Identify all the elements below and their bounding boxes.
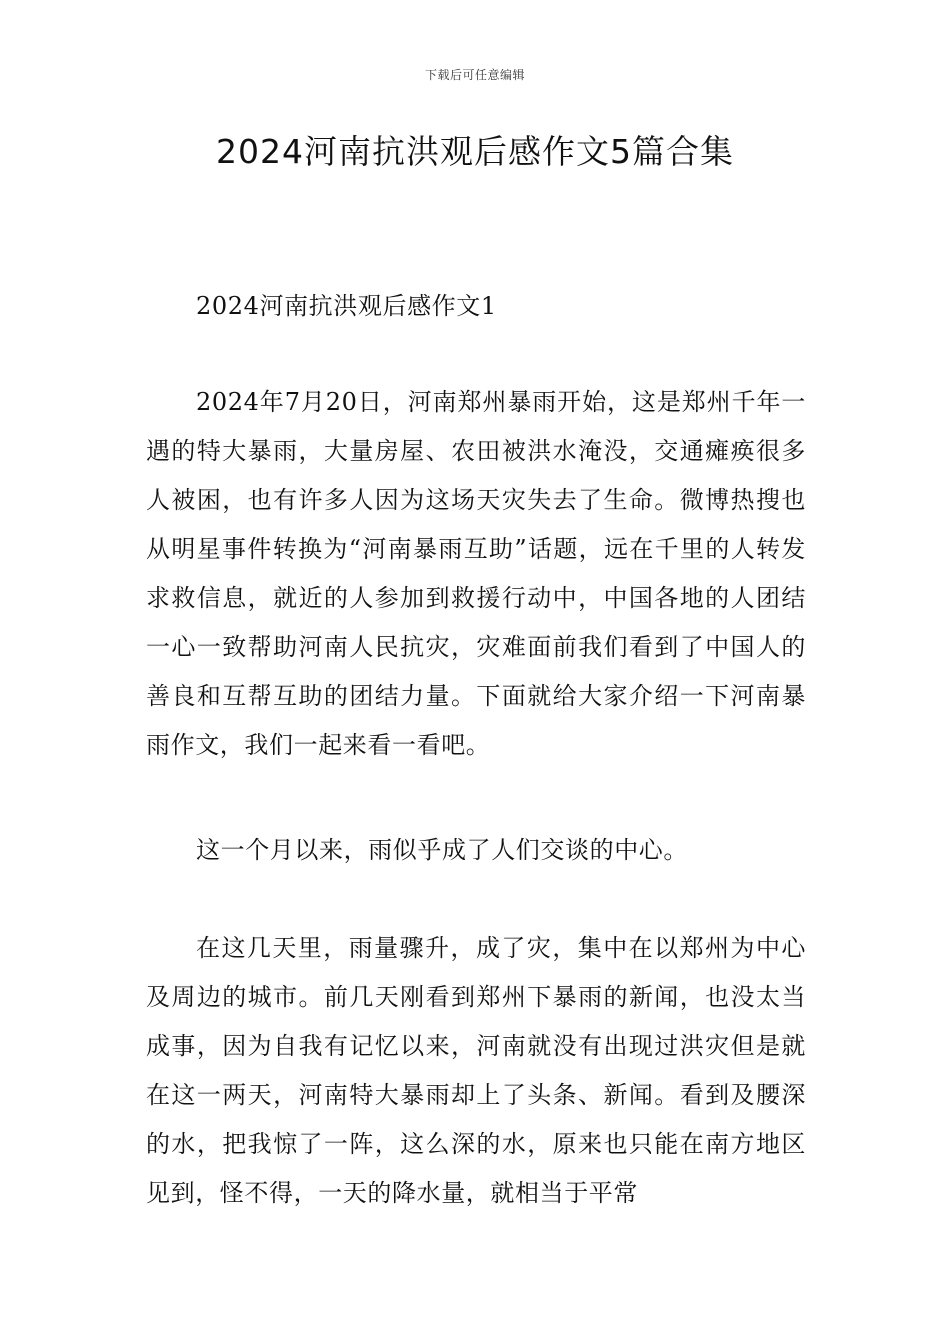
paragraph-2: 这一个月以来，雨似乎成了人们交谈的中心。 [196,836,688,864]
paragraph-1: 2024年7月20日，河南郑州暴雨开始，这是郑州千年一遇的特大暴雨，大量房屋、农田被洪水淹没，交通瘫痪很多人被困，也有许多人因为这场天灾失去了生命。微博热搜也从明星事件转换为“河南暴雨互助”话题，远在千里的人转发求救信息，就近的人参加到救援行动中，中国各地的人团结一心一致帮助河南人民抗灾，灾难面前我们看到了中国人的善良和互帮互助的团结力量。下面就给大家介绍一下河南暴雨作文，我们一起来看一看吧。 [146,388,806,759]
paragraph-3: 在这几天里，雨量骤升，成了灾，集中在以郑州为中心及周边的城市。前几天刚看到郑州下暴雨的新闻，也没太当成事，因为自我有记忆以来，河南就没有出现过洪灾但是就在这一两天，河南特大暴雨却上了头条、新闻。看到及腰深的水，把我惊了一阵，这么深的水，原来也只能在南方地区见到，怪不得，一天的降水量，就相当于平常 [146,934,806,1207]
header-note: 下载后可任意编辑 [424,68,525,82]
document-title: 2024河南抗洪观后感作文5篇合集 [216,132,734,171]
section-heading: 2024河南抗洪观后感作文1 [196,292,497,320]
